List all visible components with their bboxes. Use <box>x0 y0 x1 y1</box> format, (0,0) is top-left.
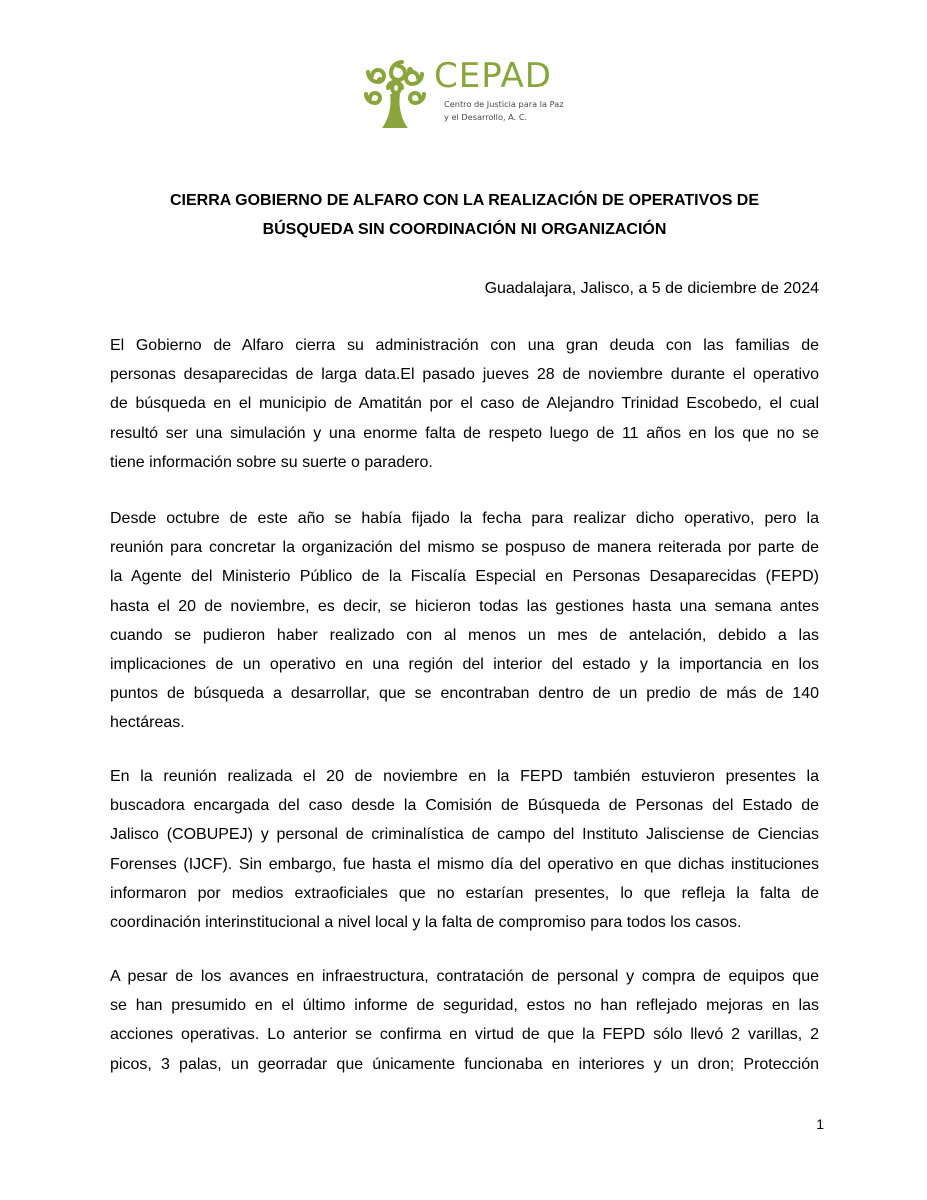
logo-tagline-line1: Centro de Justicia para la Paz <box>444 99 564 109</box>
paragraph-line: buscadora encargada del caso desde la Comisión de Búsqueda de Personas del Estado de <box>110 797 819 815</box>
logo-tagline-line2: y el Desarrollo, A. C. <box>444 112 528 122</box>
paragraph-line: informaron por medios extraoficiales que no estarían presentes, lo que refleja la falta de <box>110 884 819 902</box>
paragraph-line: resultó ser una simulación y una enorme falta de respeto luego de 11 años en los que no se <box>110 424 819 442</box>
paragraph-line: acciones operativas. Lo anterior se confirma en virtud de que la FEPD sólo llevó 2 varillas, 2 <box>110 1026 819 1044</box>
paragraph-line: la Agente del Ministerio Público de la Fiscalía Especial en Personas Desaparecidas (FEPD) <box>110 568 819 586</box>
paragraph <box>110 331 819 477</box>
logo-name: CEPAD <box>434 56 552 96</box>
page-number: 1 <box>816 1116 824 1132</box>
paragraph-line: tiene información sobre su suerte o paradero. <box>110 453 433 471</box>
title-line: BÚSQUEDA SIN COORDINACIÓN NI ORGANIZACIÓN <box>262 221 667 238</box>
paragraph-line: reunión para concretar la organización del mismo se pospuso de manera reiterada por parte de <box>110 539 819 557</box>
paragraph-line: coordinación interinstitucional a nivel local y la falta de compromiso para todos los casos. <box>110 913 742 931</box>
paragraph-line: Desde octubre de este año se había fijado la fecha para realizar dicho operativo, pero la <box>110 510 819 527</box>
paragraph <box>110 962 819 1079</box>
paragraph <box>110 504 819 738</box>
dateline: Guadalajara, Jalisco, a 5 de diciembre de 2024 <box>484 280 819 297</box>
paragraph-line: Jalisco (COBUPEJ) y personal de criminalística de campo del Instituto Jalisciense de Ciencias <box>110 826 819 844</box>
paragraph-line: A pesar de los avances en infraestructura, contratación de personal y compra de equipos que <box>110 968 819 985</box>
paragraph <box>110 762 819 937</box>
paragraph-line: de búsqueda en el municipio de Amatitán por el caso de Alejandro Trinidad Escobedo, el cual <box>110 395 819 413</box>
paragraph-line: hasta el 20 de noviembre, es decir, se hicieron todas las gestiones hasta una semana antes <box>110 597 819 615</box>
paragraph-line: personas desaparecidas de larga data.El pasado jueves 28 de noviembre durante el operativo <box>110 366 819 384</box>
paragraph-line: puntos de búsqueda a desarrollar, que se encontraban dentro de un predio de más de 140 <box>110 685 819 703</box>
paragraph-line: En la reunión realizada el 20 de noviembre en la FEPD también estuvieron presentes la <box>110 768 819 785</box>
paragraph-line: cuando se pudieron haber realizado con al menos un mes de antelación, debido a las <box>110 626 819 644</box>
paragraph-line: implicaciones de un operativo en una región del interior del estado y la importancia en los <box>110 655 819 673</box>
document-title <box>110 186 819 244</box>
cepad-logo <box>358 56 564 130</box>
paragraph-line: El Gobierno de Alfaro cierra su administración con una gran deuda con las familias de <box>110 337 819 354</box>
title-line: CIERRA GOBIERNO DE ALFARO CON LA REALIZACIÓN DE OPERATIVOS DE <box>169 192 760 209</box>
tree-logo-icon <box>358 58 434 130</box>
logo-tagline <box>444 98 564 124</box>
paragraph-line: picos, 3 palas, un georradar que únicamente funcionaba en interiores y un dron; Protección <box>110 1055 819 1073</box>
paragraph-line: Forenses (IJCF). Sin embargo, fue hasta el mismo día del operativo en que dichas instituciones <box>110 855 819 873</box>
paragraph-line: se han presumido en el último informe de seguridad, estos no han reflejado mejoras en las <box>110 997 819 1015</box>
paragraph-line: hectáreas. <box>110 714 185 732</box>
